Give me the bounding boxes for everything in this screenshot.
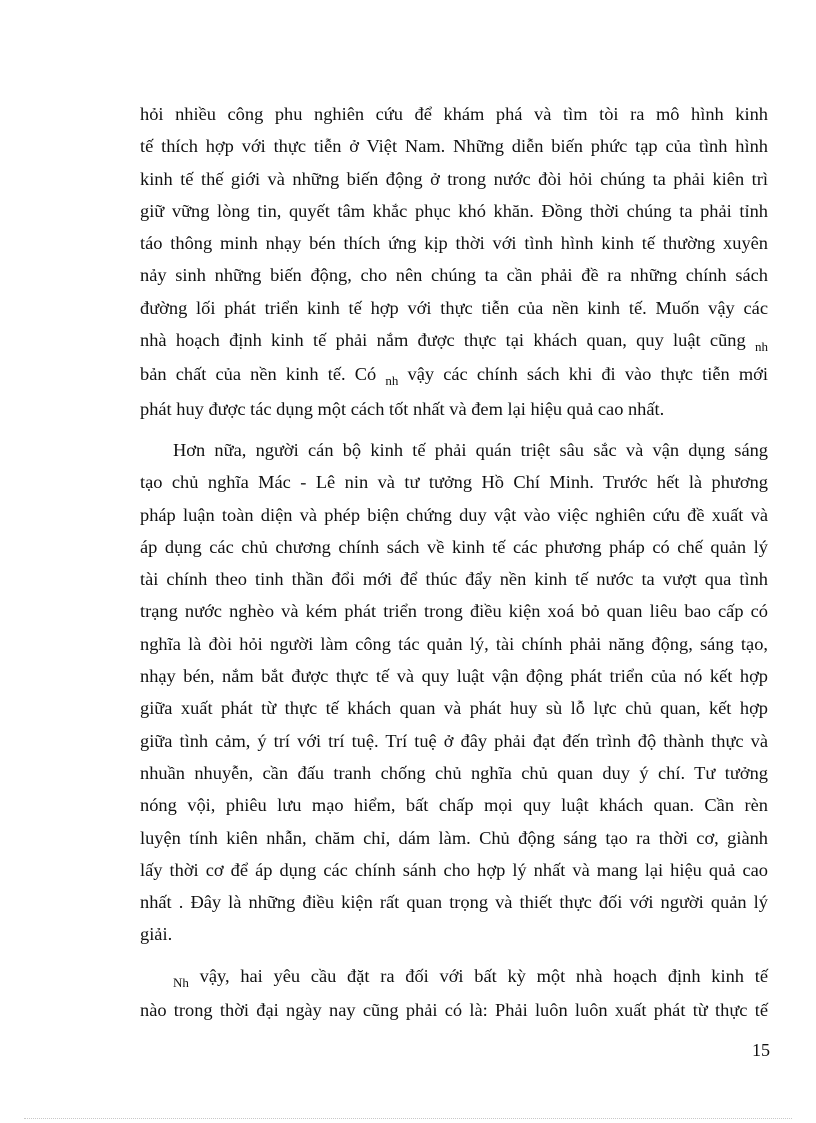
text-run: vậy các chính sách khi đi vào thực tiễn mới: [407, 364, 768, 385]
text-line: giải.: [140, 924, 173, 945]
text-line: [140, 960, 768, 994]
text-line: luyện tính kiên nhẫn, chăm chỉ, dám làm. Chủ động sáng tạo ra thời cơ, giành: [140, 827, 768, 848]
text-line: tài chính theo tinh thần đổi mới để thúc đẩy nền kinh tế nước ta vượt qua tình: [140, 569, 768, 590]
text-run: nhà hoạch định kinh tế phải nắm được thực tại khách quan, quy luật cũng: [140, 330, 746, 351]
text-line: kinh tế thế giới và những biến động ở trong nước đòi hỏi chúng ta phải kiên trì: [140, 168, 768, 189]
subscript-run: nh: [755, 339, 768, 355]
text-line: giữa xuất phát từ thực tế khách quan và phát huy sù lỗ lực chủ quan, kết hợp: [140, 698, 768, 719]
text-run: vậy, hai yêu cầu đặt ra đối với bất kỳ một nhà hoạch định kinh tế: [199, 965, 768, 986]
text-line: nhuần nhuyễn, cần đấu tranh chống chủ nghĩa chủ quan duy ý chí. Tư tưởng: [140, 762, 768, 783]
text-line: lấy thời cơ để áp dụng các chính sánh cho hợp lý nhất và mang lại hiệu quả cao: [140, 859, 768, 880]
text-line: Hơn nữa, người cán bộ kinh tế phải quán triệt sâu sắc và vận dụng sáng: [173, 439, 768, 460]
text-line: giữ vững lòng tin, quyết tâm khắc phục khó khăn. Đồng thời chúng ta phải tỉnh: [140, 200, 768, 221]
text-line: nảy sinh những biến động, cho nên chúng ta cần phải đề ra những chính sách: [140, 265, 768, 286]
text-line: [140, 324, 768, 358]
text-line: đường lối phát triển kinh tế hợp với thực tiễn của nền kinh tế. Muốn vậy các: [140, 297, 768, 318]
text-line: giữa tình cảm, ý trí với trí tuệ. Trí tuệ ở đây phải đạt đến trình độ thành thực và: [140, 730, 768, 751]
subscript-run: Nh: [173, 974, 189, 990]
text-line: tạo chủ nghĩa Mác - Lê nin và tư tưởng Hồ Chí Minh. Trước hết là phương: [140, 472, 768, 493]
text-run: bản chất của nền kinh tế. Có: [140, 364, 377, 385]
text-line: trạng nước nghèo và kém phát triển trong điều kiện xoá bỏ quan liêu bao cấp có: [140, 601, 768, 622]
text-line: nóng vội, phiêu lưu mạo hiểm, bất chấp mọi quy luật khách quan. Cần rèn: [140, 795, 768, 816]
text-line: nghĩa là đòi hỏi người làm công tác quản lý, tài chính phải năng động, sáng tạo,: [140, 633, 768, 654]
text-line: pháp luận toàn diện và phép biện chứng duy vật vào việc nghiên cứu đề xuất và: [140, 504, 768, 525]
text-line: [140, 358, 768, 392]
text-line: phát huy được tác dụng một cách tốt nhất và đem lại hiệu quả cao nhất.: [140, 398, 665, 419]
text-line: nhất . Đây là những điều kiện rất quan trọng và thiết thực đối với người quản lý: [140, 892, 768, 913]
body-text: [140, 98, 768, 1026]
text-line: hỏi nhiều công phu nghiên cứu để khám phá và tìm tòi ra mô hình kinh: [140, 104, 768, 124]
text-line: áp dụng các chủ chương chính sách về kinh tế các phương pháp có chế quản lý: [140, 536, 768, 557]
text-line: nhạy bén, nắm bắt được thực tế và quy luật vận động phát triển của nó kết hợp: [140, 666, 768, 687]
page-number: 15: [752, 1040, 770, 1060]
text-line: táo thông minh nhạy bén thích ứng kịp thời với tình hình kinh tế thường xuyên: [140, 233, 768, 254]
footer-divider: [24, 1118, 792, 1119]
subscript-run: nh: [385, 373, 399, 389]
text-line: nào trong thời đại ngày nay cũng phải có là: Phải luôn luôn xuất phát từ thực tế: [140, 1000, 768, 1021]
text-line: tế thích hợp với thực tiễn ở Việt Nam. Những diễn biến phức tạp của tình hình: [140, 136, 768, 157]
